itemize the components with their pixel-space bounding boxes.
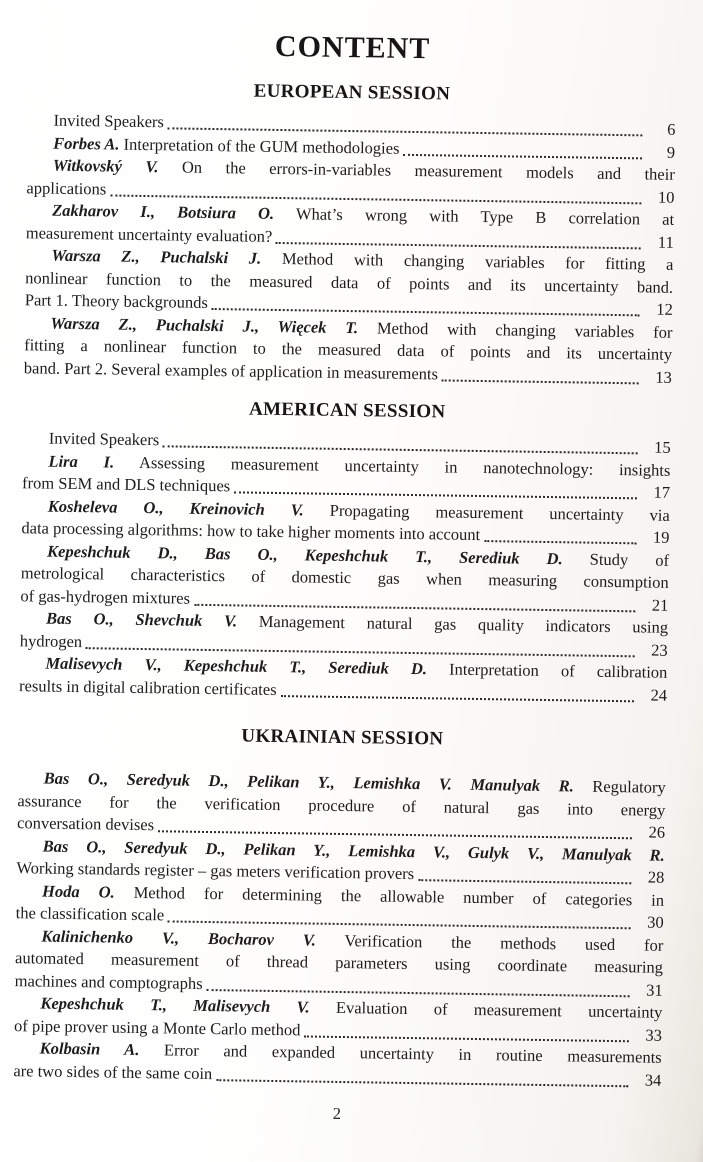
entry-authors: Kalinichenko V., Bocharov V. — [41, 926, 316, 950]
toc-entry — [19, 652, 668, 707]
entry-text: the classification scale — [15, 903, 165, 925]
entry-text: from SEM and DLS techniques — [21, 473, 231, 496]
entry-authors: Bas O., Shevchuk V. — [45, 608, 238, 631]
toc-entry — [17, 767, 666, 844]
entry-authors: Kepeshchuk T., Malisevych V. — [40, 993, 310, 1017]
page-number: 26 — [648, 822, 666, 842]
entry-text: Kepeshchuk T., Malisevych V. Evaluation of measurement uncertainty — [40, 993, 663, 1022]
dot-leader — [216, 1079, 628, 1087]
session-heading: AMERICAN SESSION — [248, 398, 446, 423]
toc-entry — [25, 244, 674, 321]
entry-text: band. Part 2. Several examples of application in measurements — [23, 357, 439, 383]
dot-leader — [276, 241, 641, 248]
entry-authors: Kepeshchuk D., Bas O., Kepeshchuk T., Serediuk D. — [46, 541, 563, 568]
toc-entry — [13, 1037, 662, 1092]
entry-text: applications — [26, 177, 107, 198]
entry-text: Witkovský V. On the errors-in-variables measurement models and their — [52, 155, 675, 184]
page-number: 10 — [657, 187, 675, 207]
entry-text: Bas O., Shevchuk V. Management natural gas quality indicators using — [45, 608, 669, 637]
entry-authors: Warsza Z., Puchalski J., Więcek T. — [50, 313, 359, 337]
toc-content — [13, 25, 677, 1129]
dot-leader — [484, 540, 636, 544]
entry-authors: Bas O., Seredyuk D., Pelikan Y., Lemishka V. Manulyak R. — [43, 768, 574, 796]
entry-text: Lira I. Assessing measurement uncertainty in nanotechnology: insights — [48, 451, 671, 480]
toc-sessions — [13, 76, 676, 1092]
session-heading: UKRAINIAN SESSION — [241, 725, 444, 750]
session — [24, 76, 676, 389]
entry-text: Malisevych V., Kepeshchuk T., Serediuk D. Interpretation of calibration — [45, 653, 668, 682]
page-number: 12 — [656, 299, 673, 319]
entry-text: metrological characteristics of domestic gas when measuring consumption — [20, 563, 669, 592]
entry-authors: Malisevych V., Kepeshchuk T., Serediuk D. — [45, 653, 428, 679]
entry-text: Hoda O. Method for determining the allowable number of categories in — [41, 881, 665, 910]
entry-text: of pipe prover using a Monte Carlo method — [13, 1015, 301, 1039]
entry-text: Kepeshchuk D., Bas O., Kepeshchuk T., Serediuk D. Study of — [46, 541, 670, 570]
page-number: 31 — [646, 980, 663, 1000]
entry-text: Forbes A. Interpretation of the GUM methodologies — [53, 133, 400, 158]
footer-page-number: 2 — [332, 1103, 342, 1124]
entry-authors: Kosheleva O., Kreinovich V. — [47, 496, 304, 519]
toc-entry — [15, 925, 664, 1002]
entry-text: hydrogen — [19, 630, 83, 651]
entry-text: automated measurement of thread parameters using coordinate measuring — [14, 948, 664, 977]
entry-text: Kosheleva O., Kreinovich V. Propagating measurement uncertainty via — [47, 496, 670, 525]
entry-text: Part 1. Theory backgrounds — [24, 290, 208, 312]
entry-text: are two sides of the same coin — [13, 1060, 213, 1083]
entry-authors: Warsza Z., Puchalski J. — [51, 245, 262, 268]
entry-authors: Witkovský V. — [52, 155, 159, 177]
entry-authors: Hoda O. — [41, 881, 115, 902]
entry-text: Invited Speakers — [53, 110, 165, 132]
entry-text: Warsza Z., Puchalski J. Method with changing variables for fitting a — [51, 245, 674, 274]
entry-text: results in digital calibration certificates — [18, 675, 277, 699]
entry-authors: Kolbasin A. — [39, 1038, 140, 1060]
session — [13, 721, 666, 1092]
page-number: 17 — [653, 482, 671, 502]
entry-text: Zakharov I., Botsiura O. What’s wrong with Type B correlation at — [52, 200, 675, 229]
session — [19, 394, 671, 707]
entry-text: measurement uncertainty evaluation? — [25, 222, 273, 246]
page-number: 34 — [644, 1070, 662, 1090]
page-number: 6 — [667, 119, 676, 139]
entry-text: Kolbasin A. Error and expanded uncertainty in routine measurements — [39, 1038, 662, 1067]
entry-authors: Bas O., Seredyuk D., Pelikan Y., Lemishka V., Gulyk V., Manulyak R. — [42, 836, 665, 865]
entry-text: fitting a nonlinear function to the measured data of points and its uncertainty — [24, 335, 673, 364]
page-number: 28 — [647, 867, 665, 887]
entry-authors: Forbes A. — [53, 133, 120, 154]
page-number: 15 — [654, 437, 671, 457]
page-title: CONTENT — [274, 29, 431, 66]
entry-authors: Zakharov I., Botsiura O. — [52, 200, 275, 223]
dot-leader — [304, 1035, 629, 1042]
entry-text: machines and comptographs — [14, 970, 203, 993]
toc-entry — [20, 540, 669, 617]
entry-authors: Lira I. — [48, 451, 115, 472]
page-number: 30 — [647, 912, 664, 932]
dot-leader — [280, 695, 633, 702]
entry-text: assurance for the verification procedure of natural gas into energy — [17, 790, 666, 820]
dot-leader — [442, 379, 639, 384]
session-heading: EUROPEAN SESSION — [253, 80, 451, 105]
entry-text: of gas-hydrogen mixtures — [20, 585, 191, 608]
entry-text: data processing algorithms: how to take higher moments into account — [21, 518, 481, 545]
entry-text: Invited Speakers — [48, 428, 160, 450]
page-number: 9 — [666, 142, 676, 162]
page-number: 24 — [650, 685, 668, 705]
page-number: 11 — [657, 232, 674, 252]
entry-text: Kalinichenko V., Bocharov V. Verification the methods used for — [41, 926, 664, 955]
page-number: 19 — [652, 527, 670, 547]
page-number: 33 — [645, 1025, 663, 1045]
page-number: 23 — [651, 640, 668, 660]
entry-text: Bas O., Seredyuk D., Pelikan Y., Lemishka V. Manulyak R. Regulatory — [43, 768, 666, 797]
page-number: 21 — [651, 595, 669, 615]
entry-text: conversation devises — [16, 813, 155, 835]
entry-text: Working standards register – gas meters verification provers — [16, 858, 415, 884]
entry-text: Warsza Z., Puchalski J., Więcek T. Method with changing variables for — [50, 313, 673, 342]
toc-entry — [24, 312, 673, 389]
page-number: 13 — [655, 367, 672, 387]
dot-leader — [403, 153, 642, 159]
dot-leader — [418, 879, 631, 884]
entry-text: nonlinear function to the measured data of points and its uncertainty band. — [25, 267, 674, 297]
